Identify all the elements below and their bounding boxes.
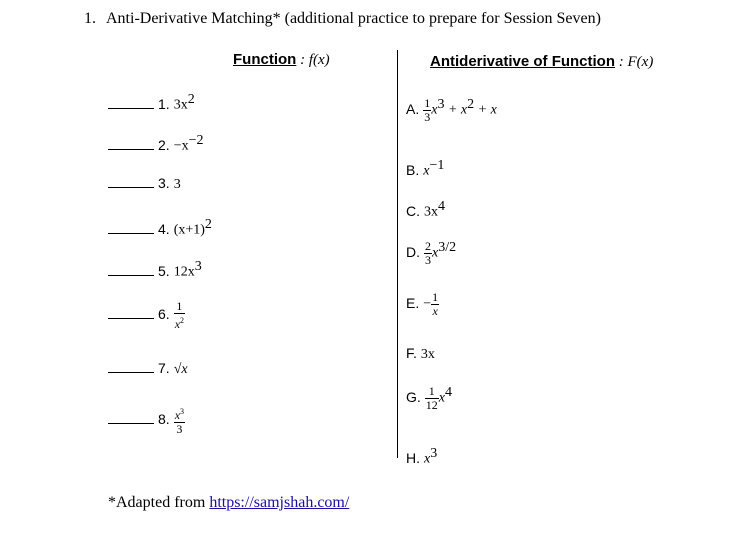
term-base: x (432, 245, 439, 261)
function-row-6 (108, 300, 185, 331)
term-2: + x (444, 102, 468, 118)
numerator-exponent: 3 (180, 407, 185, 416)
antiderivative-exponent: −1 (429, 158, 445, 173)
antiderivative-row-e (406, 291, 439, 318)
function-expr: (x+1) (173, 222, 205, 238)
function-label: 3. (158, 175, 170, 191)
function-exponent: 2 (204, 217, 212, 232)
term-base: x (438, 390, 445, 406)
antiderivative-label: E. (406, 294, 420, 311)
antiderivative-row-h (406, 446, 437, 468)
antiderivative-label: C. (406, 202, 420, 219)
function-expr: 3 (173, 177, 181, 192)
term-exponent: 3 (437, 97, 445, 113)
antiderivative-label: B. (406, 161, 420, 178)
fraction-denominator: 12 (425, 398, 438, 412)
answer-blank[interactable] (108, 233, 154, 234)
term-3: + x (474, 102, 497, 118)
fraction-numerator: 1 (425, 385, 439, 399)
fraction-denominator: 3 (176, 422, 183, 436)
function-label: 5. (158, 262, 170, 279)
function-row-4 (108, 217, 212, 239)
function-label: 4. (158, 220, 170, 237)
attribution-text: *Adapted from (108, 494, 210, 511)
fraction-numerator (174, 405, 185, 423)
function-label: 8. (158, 410, 170, 427)
answer-blank[interactable] (108, 372, 154, 373)
page-title (84, 10, 601, 28)
function-expr: √x (173, 362, 188, 377)
antiderivative-label: H. (406, 449, 420, 466)
negative-sign: − (423, 296, 432, 312)
antiderivative-expr: x (424, 451, 431, 467)
answer-blank[interactable] (108, 108, 154, 109)
answer-blank[interactable] (108, 275, 154, 276)
antiderivative-column-header (430, 53, 653, 71)
problem-number: 1. (84, 10, 96, 27)
function-expr: −x (173, 138, 189, 154)
antiderivative-row-c (406, 199, 445, 221)
column-divider (397, 50, 398, 458)
footer-attribution (108, 494, 349, 512)
function-fraction (174, 405, 185, 436)
antiderivative-label: D. (406, 243, 420, 260)
antiderivative-expr: 3x (424, 204, 438, 220)
fraction-denominator (174, 314, 185, 331)
function-label: 6. (158, 305, 170, 322)
denominator-exponent: 2 (180, 316, 185, 325)
antiderivative-label: A. (406, 100, 420, 117)
fraction-numerator: 2 (425, 239, 431, 253)
function-expr: 12x (173, 264, 195, 280)
antiderivative-row-d (406, 240, 456, 267)
antiderivative-header-label: Antiderivative of Function (430, 53, 616, 70)
numerator-base: x (174, 408, 181, 422)
fraction-numerator: 1 (432, 290, 439, 304)
antiderivative-row-a (406, 97, 497, 124)
antiderivative-exponent: 3 (430, 446, 438, 461)
denominator-base: x (174, 317, 181, 331)
function-row-3 (108, 175, 181, 193)
antiderivative-fraction (431, 291, 439, 318)
function-exponent: 3 (194, 259, 202, 274)
antiderivative-label: G. (406, 388, 421, 405)
answer-blank[interactable] (108, 149, 154, 150)
fraction-numerator: 1 (424, 96, 431, 110)
source-link[interactable]: https://samjshah.com/ (209, 494, 350, 511)
function-label: 2. (158, 136, 170, 153)
function-header-suffix: : f(x) (296, 52, 330, 68)
antiderivative-row-g (406, 385, 452, 412)
problem-title: Anti-Derivative Matching* (additional practice to prepare for Session Seven) (106, 10, 601, 27)
function-label: 7. (158, 360, 170, 376)
function-row-8 (108, 405, 185, 436)
function-row-1 (108, 92, 195, 114)
answer-blank[interactable] (108, 187, 154, 188)
function-row-2 (108, 133, 204, 155)
answer-blank[interactable] (108, 423, 154, 424)
function-fraction (174, 300, 185, 331)
fraction-numerator: 1 (174, 300, 185, 314)
function-exponent: −2 (188, 133, 204, 148)
fraction-denominator: 3 (425, 253, 431, 267)
antiderivative-exponent: 4 (438, 199, 445, 214)
term-2-exponent: 2 (467, 97, 475, 113)
function-expr: 3x (173, 97, 188, 113)
fraction-denominator: 3 (424, 110, 431, 124)
antiderivative-fraction (425, 385, 439, 412)
function-label: 1. (158, 95, 170, 112)
function-row-5 (108, 259, 202, 281)
function-exponent: 2 (187, 92, 195, 107)
antiderivative-expr: x (423, 163, 430, 179)
function-column-header (233, 51, 330, 69)
antiderivative-expr: 3x (420, 347, 435, 362)
antiderivative-label: F. (406, 345, 417, 361)
function-row-7 (108, 360, 188, 378)
antiderivative-fraction (424, 240, 432, 267)
term-exponent: 4 (445, 385, 452, 401)
answer-blank[interactable] (108, 318, 154, 319)
term-base: x (431, 102, 438, 118)
function-header-label: Function (233, 51, 297, 68)
fraction-denominator: x (432, 304, 438, 318)
term-exponent: 3/2 (438, 240, 457, 256)
antiderivative-row-b (406, 158, 444, 180)
antiderivative-header-suffix: : F(x) (615, 54, 654, 70)
antiderivative-row-f (406, 345, 435, 363)
